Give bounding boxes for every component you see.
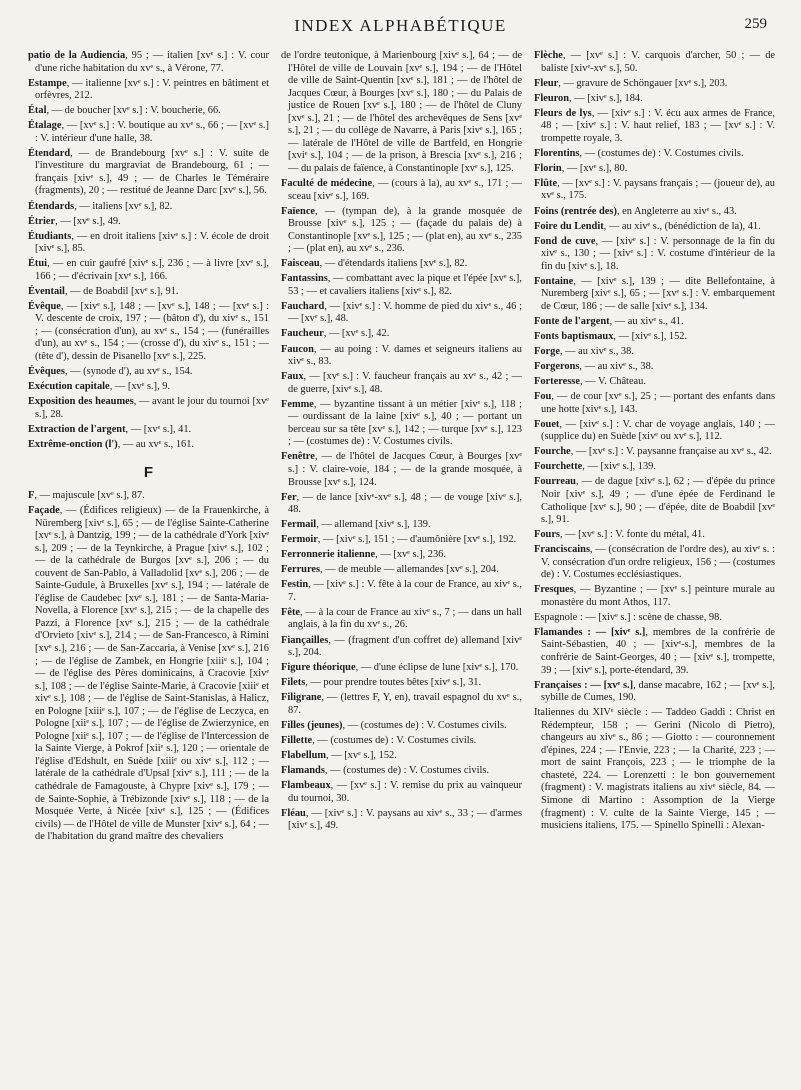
index-references: , — [xivᵉ s.], 139 ; — dite Bellefontaine, à Nuremberg [xivᵉ s.], 65 ; — [xvᵉ s.] : V. embarquement de Cœur, 186 ; — de salle [xivᵉ s.], 134. — [541, 275, 775, 312]
index-entry — [281, 549, 522, 562]
index-headword: Franciscains — [534, 544, 590, 556]
index-references: , — [xivᵉ s.] : V. homme de pied du xivᵉ s., 46 ; — [xvᵉ s.], 48. — [288, 300, 522, 325]
index-references: , — pour prendre toutes bêtes [xivᵉ s.], 31. — [305, 677, 482, 689]
index-entry — [534, 221, 775, 234]
index-entry — [281, 178, 522, 203]
index-entry — [281, 273, 522, 298]
index-entry — [534, 316, 775, 329]
index-headword: Fête — [281, 606, 301, 618]
index-headword: Fermail — [281, 519, 317, 531]
index-headword: Fourreau — [534, 476, 576, 488]
index-references: , — italiens [xvᵉ s.], 82. — [74, 200, 173, 212]
index-headword: Faucheur — [281, 328, 324, 340]
index-entry — [534, 331, 775, 344]
index-headword: Faisceau — [281, 258, 320, 270]
index-headword: Fou — [534, 391, 552, 403]
index-entry — [281, 50, 522, 175]
index-headword: Étendard — [28, 147, 71, 159]
index-entry — [28, 505, 269, 844]
index-entry — [281, 451, 522, 489]
index-references: , — de Boabdil [xvᵉ s.], 91. — [64, 285, 179, 297]
index-headword: Étal — [28, 105, 47, 117]
index-headword: Fantassins — [281, 273, 328, 285]
index-references: , — au xivᵉ s., 41. — [609, 315, 684, 327]
index-entry — [28, 424, 269, 437]
index-references: , — [xivᵉ s.] : V. fête à la cour de France, au xivᵉ s., 7. — [288, 579, 522, 603]
index-references: , — [xvᵉ s.] : V. paysanne française au xvᵉ s., 42. — [570, 446, 772, 458]
index-headword: Étrier — [28, 215, 56, 227]
index-headword: Flèche — [534, 50, 563, 61]
index-entry — [534, 50, 775, 75]
index-references: , — (costumes de) : V. Costumes civils. — [324, 764, 490, 776]
index-references: , — [xvᵉ s.], 9. — [109, 381, 171, 393]
index-entry — [281, 564, 522, 577]
index-headword: Fourche — [534, 446, 571, 458]
index-references: , — [xvᵉ s.], 42. — [323, 328, 390, 340]
index-headword: Fours — [534, 529, 560, 541]
index-headword: Flamands — [281, 764, 325, 776]
index-references: , danse macabre, 162 ; — [xvᵉ s.], sybille de Cumes, 190. — [541, 679, 775, 704]
index-references: , — V. Château. — [579, 376, 646, 388]
index-references: , — [xivᵉ s.] : V. paysans au xivᵉ s., 33 ; — d'armes [xivᵉ s.], 49. — [288, 807, 522, 832]
index-references: , — en droit italiens [xivᵉ s.] : V. école de droit [xivᵉ s.], 85. — [35, 230, 269, 255]
index-entry — [281, 344, 522, 369]
index-entry — [28, 301, 269, 364]
index-headword: Fléau — [281, 807, 306, 819]
index-references: , — au xivᵉ s., 38. — [559, 345, 634, 357]
index-references: , — (synode d'), au xvᵉ s., 154. — [64, 366, 193, 378]
index-references: Italiennes du XIVᵉ siècle : — Taddeo Gaddi : Christ en Rédempteur, 158 ; — Gerini (Nicolo di Pietro), changeurs au xivᵉ s., 86 ; — Giotto : — couronnement d'épines, 224 ; — l'Envie, 223 ; — la Charité, 223 ; — mort de saint François, 223 ; — le triomphe de la chasteté, 224. — Lorenzetti : le bon gouvernement (fragment) : V. magistrats italiens au xivᵉ siècle, 84. — Simone di Martino : Assomption de la Vierge (fragment) : V. culte de la Sainte Vierge, 145 ; — musiciens italiens, 175. — Spinello Spinelli : Alexan- — [534, 707, 775, 832]
running-title: INDEX ALPHABÉTIQUE — [294, 16, 507, 35]
index-references: , — byzantine tissant à un métier [xivᵉ s.], 118 ; — ourdissant de la laine [xivᵉ s.], 40 ; — portant un berceau sur sa tête [xvᵉ s.], 142 ; — turque [xvᵉ s.], 123 ; — (costumes de) : V. Costumes civils. — [288, 398, 522, 448]
index-entry — [534, 461, 775, 474]
index-headword: Fleuron — [534, 92, 570, 104]
index-references: , — (costumes de) : V. Costumes civils. — [342, 719, 507, 731]
index-references: , — majuscule [xvᵉ s.], 87. — [34, 489, 145, 501]
index-entry — [281, 720, 522, 733]
index-references: , — au xvᵉ s., 161. — [117, 438, 195, 450]
index-entry — [28, 105, 269, 118]
index-entry — [28, 201, 269, 214]
index-references: , — de meuble — allemandes [xvᵉ s.], 204. — [320, 564, 499, 576]
index-references: , — (cours à la), au xvᵉ s., 171 ; — sceau [xivᵉ s.], 169. — [288, 177, 522, 202]
index-references: , — [xivᵉ s.], 139. — [582, 461, 656, 473]
index-entry — [28, 120, 269, 145]
index-headword: Fond de cuve — [534, 235, 596, 247]
index-headword: Françaises : — [xvᵉ s.] — [534, 679, 634, 691]
index-headword: Étalage — [28, 120, 62, 132]
index-headword: Étudiants — [28, 230, 72, 242]
index-entry — [281, 534, 522, 547]
index-references: , — de lance [xivᵉ-xvᵉ s.], 48 ; — de vouge [xivᵉ s.], 48. — [288, 491, 522, 516]
index-entry — [28, 396, 269, 421]
index-references: , — (costumes de) : V. Costumes civils. — [579, 147, 744, 159]
index-references: , — de l'hôtel de Jacques Cœur, à Bourges [xvᵉ s.] : V. claire-voie, 184 ; — de la grande mosquée, à Brousse [xvᵉ s.], 124. — [288, 451, 522, 488]
index-headword: Fauchard — [281, 300, 325, 312]
index-entry — [534, 707, 775, 832]
index-headword: Florentins — [534, 147, 580, 159]
index-references: , — avant le jour du tournoi [xvᵉ s.], 28. — [35, 396, 269, 420]
index-references: , — à la cour de France au xivᵉ s., 7 ; — dans un hall anglais, à la fin du xvᵉ s., 26. — [288, 606, 522, 631]
index-references: , — [xivᵉ s.] : V. char de voyage anglais, 140 ; — (supplice du) en Suède [xivᵉ ou xvᵉ s.], 112. — [541, 418, 775, 443]
index-headword: patio de la Audiencia — [28, 50, 126, 61]
index-headword: Fiançailles — [281, 634, 329, 646]
index-headword: Fleur — [534, 77, 559, 89]
index-references: , — d'une éclipse de lune [xivᵉ s.], 170. — [355, 662, 519, 674]
index-headword: Fillette — [281, 734, 313, 746]
section-letter: F — [143, 464, 154, 482]
index-references: , — de Brandebourg [xvᵉ s.] : V. suite de l'investiture du margraviat de Brandebourg, 61 ; — français [xivᵉ s.], 49 ; — de Charles le Téméraire (fragments), 20 ; — restitué de Jeanne Darc [xvᵉ s.], 56. — [35, 147, 269, 197]
index-references: , — [xvᵉ s.] : V. paysans français ; — (joueur de), au xvᵉ s., 175. — [541, 177, 775, 202]
index-headword: Faïence — [281, 205, 316, 217]
index-entry — [281, 519, 522, 532]
index-headword: Forteresse — [534, 376, 580, 388]
index-headword: Forgerons — [534, 361, 580, 373]
index-column-2 — [281, 50, 522, 1080]
index-entry — [534, 584, 775, 609]
index-entry — [534, 178, 775, 203]
index-references: , — combattant avec la pique et l'épée [xvᵉ s.], 53 ; — et cavaliers italiens [xivᵉ s.], 82. — [288, 273, 522, 297]
index-entry — [281, 492, 522, 517]
index-entry — [534, 236, 775, 274]
index-entry — [28, 439, 269, 452]
index-entry — [534, 206, 775, 219]
index-headword: Étui — [28, 258, 48, 270]
index-references: , — (fragment d'un coffret de) allemand [xivᵉ s.], 204. — [288, 634, 522, 659]
index-columns — [28, 50, 776, 1080]
index-references: , — (Édifices religieux) — de la Frauenkirche, à Nüremberg [xivᵉ s.], 65 ; — de l'église Sainte-Catherine [xvᵉ s.], à Dantzig, 199 ; — de la cathédrale d'York [xivᵉ s.], 209 ; — de la Teynkirche, à Prague [xivᵉ s.], 102 ; — de la cathédrale de Burgos [xvᵉ s.], 206 ; — du couvent de San-Pablo, à Valladolid [xvᵉ s.], 206 ; — de Sainte-Gudule, à Bruxelles [xvᵉ s.], 194 ; — latérale de l'église de Caudebec [xvᵉ s.], 181 ; — de Santa-Maria-Novella, à Florence [xvᵉ s.], 215 ; — de la chapelle des Pazzi, à Florence [xvᵉ s.], 215 ; — de la cathédrale d'Orvieto [xivᵉ s.], 214 ; — de San-Francesco, à Rimini [xvᵉ s.], 216 ; — de San-Zaccaria, à Venise [xvᵉ s.], 216 ; — de l'église de Zambek, en Hongrie [xiiiᵉ s.], 104 ; — de l'église des Pères dominicains, à Cracovie [xivᵉ s.], 108 ; — de l'église Sainte-Marie, à Cracovie [xiiiᵉ et xivᵉ s.], 108 ; — de l'église de Saint-Stanislas, à Halicz, en Pologne [xiiiᵉ s.], 107 ; — de l'église de Leczyca, en Pologne [xiiᵉ s.], 107 ; — de l'église de Zwierzynice, en Pologne [xiiᵉ s.], 107 ; — de l'église de l'Intercession de la Sainte Vierge, à Pokrof [xiiᵉ s.], 120 ; — orientale de l'église d'Edshult, en Suède [xiiiᵉ ou xivᵉ s.], 112 ; — latérale de la cathédrale d'Upsal [xivᵉ s.], 111 ; — de la cathédrale de Famagouste, à Chypre [xivᵉ s.], 179 ; — de Sainte-Sophie, à Trébizonde [xivᵉ s.], 118 ; — de la Mosquée Verte, à Nicée [xivᵉ s.], 125 ; — (Édifices civils) — de l'Hôtel de ville de Munster [xivᵉ s.], 64 ; — de l'habitation du grand maître des chevaliers — [35, 504, 269, 843]
index-headword: Évêques — [28, 366, 65, 378]
page-header — [30, 16, 771, 38]
index-entry — [28, 216, 269, 229]
index-entry — [28, 286, 269, 299]
index-references: , — (costumes de) : V. Costumes civils. — [312, 734, 477, 746]
index-references: , — [xivᵉ s.], 152. — [613, 330, 688, 342]
index-references: , — [xvᵉ s.], 80. — [561, 162, 628, 174]
index-references: , — d'étendards italiens [xvᵉ s.], 82. — [319, 258, 468, 270]
index-references: , — (tympan de), à la grande mosquée de Brousse [xivᵉ s.], 125 ; — (façade du palais de) à Constantinople [xvᵉ s.], 125 ; — (plat en), au xvᵉ s., 235 ; — (plat en), au xvᵉ s., 236. — [288, 205, 522, 255]
index-entry — [281, 301, 522, 326]
index-headword: Faculté de médecine — [281, 177, 373, 189]
index-entry — [534, 78, 775, 91]
index-entry — [28, 258, 269, 283]
index-headword: Fourchette — [534, 461, 583, 473]
index-entry — [534, 544, 775, 582]
index-entry — [534, 376, 775, 389]
index-headword: Foire du Lendit — [534, 220, 604, 232]
index-references: , membres de la confrérie de Saint-Sébastien, 40 ; — [xivᵉ-s.], membres de la confrérie de Saint-Georges, 40 ; — [xivᵉ s.], trompette, 39 ; — [xivᵉ s.], porte-étendard, 39. — [541, 626, 775, 676]
index-headword: Éventail — [28, 285, 65, 297]
index-entry — [534, 446, 775, 459]
index-entry — [281, 399, 522, 449]
index-entry — [534, 361, 775, 374]
index-references: , — [xvᵉ s.] : V. boutique au xvᵉ s., 66 ; — [xvᵉ s.] : V. intérieur d'une halle, 38. — [35, 120, 269, 144]
index-headword: Fonte de l'argent — [534, 315, 610, 327]
index-headword: Femme — [281, 398, 314, 410]
index-entry — [534, 276, 775, 314]
index-entry — [28, 366, 269, 379]
index-headword: Exposition des heaumes — [28, 396, 134, 408]
index-references: , — [xvᵉ s.], 49. — [55, 215, 121, 227]
index-references: , — Byzantine ; — [xvᵉ s.] peinture murale au monastère du mont Athos, 117. — [541, 584, 775, 608]
index-references: , — de boucher [xvᵉ s.] : V. boucherie, 66. — [46, 105, 221, 117]
index-entry — [281, 328, 522, 341]
index-headword: Flûte — [534, 177, 558, 189]
page-number: 259 — [744, 16, 767, 32]
index-headword: Fenêtre — [281, 451, 315, 463]
index-references: , — [xivᵉ s.] : V. écu aux armes de France, 48 ; — [xivᵉ s.] : V. haut relief, 183 ; — [xvᵉ s.] : V. trompette royale, 3. — [541, 107, 775, 144]
index-references: , — au poing : V. dames et seigneurs italiens au xivᵉ s., 83. — [288, 343, 522, 368]
index-headword: Ferronnerie italienne — [281, 549, 376, 561]
index-entry — [28, 490, 269, 503]
index-headword: Fleurs de lys — [534, 107, 592, 119]
index-headword: Façade — [28, 504, 60, 516]
index-entry — [281, 692, 522, 717]
index-entry — [534, 529, 775, 542]
index-entry — [28, 50, 269, 75]
index-entry — [28, 381, 269, 394]
index-entry — [534, 163, 775, 176]
index-references: , — [xvᵉ s.] : V. fonte du métal, 41. — [559, 529, 705, 541]
index-headword: Figure théorique — [281, 662, 356, 674]
index-entry — [534, 680, 775, 705]
index-entry — [281, 579, 522, 604]
index-references: , — gravure de Schöngauer [xvᵉ s.], 203. — [558, 77, 728, 89]
index-entry — [281, 735, 522, 748]
index-column-3 — [534, 50, 775, 1080]
index-entry — [28, 231, 269, 256]
index-references: , — allemand [xivᵉ s.], 139. — [316, 519, 431, 531]
index-entry — [534, 93, 775, 106]
index-headword: Filles (jeunes) — [281, 719, 343, 731]
index-references: , — [xvᵉ s.], 236. — [375, 549, 446, 561]
index-references: , — [xivᵉ s.], 151 ; — d'aumônière [xvᵉ s.], 192. — [317, 534, 517, 546]
index-entry — [281, 780, 522, 805]
index-headword: Filets — [281, 677, 306, 689]
index-references: , en Angleterre au xivᵉ s., 43. — [616, 205, 737, 217]
index-references: , — de dague [xivᵉ s.], 62 ; — d'épée du prince Noir [xivᵉ s.], 49 ; — d'une épée de Ferdinand le Catholique [xvᵉ s.], 90 ; — d'épée, dite de Boabdil [xvᵉ s.], 91. — [541, 476, 775, 526]
index-headword: Filigrane — [281, 692, 322, 704]
index-entry — [534, 108, 775, 146]
index-headword: Fouet — [534, 418, 560, 430]
index-headword: Extrême-onction (l') — [28, 438, 118, 450]
index-references: , — [xivᵉ s.], 148 ; — [xvᵉ s.], 148 ; — [xvᵉ s.] : V. descente de croix, 197 ; — (bâton d'), du xivᵉ s., 151 ; — (consécration d'un), au xvᵉ s., 154 ; — (funérailles d'un), au xvᵉ s., 154 ; — (crosse d'), du xivᵉ s., 151 ; — (tête d'), dessin de Pisanello [xvᵉ s.], 225. — [35, 300, 269, 363]
index-references: de l'ordre teutonique, à Marienbourg [xivᵉ s.], 64 ; — de l'Hôtel de ville de Louvain [xvᵉ s.], 194 ; — de l'Hôtel de ville de Saint-Quentin [xvᵉ s.], 181 ; — de l'hôtel de Jacques Cœur, à Bourges [xvᵉ s.], 180 ; — du Palais de justice de Rouen [xvᵉ s.], 180 ; — de l'hôtel de Cluny [xvᵉ s.], 21 ; — de l'hôtel des archevêques de Sens [xvᵉ s.], 21 ; — du collège de Navarre, à Paris [xivᵉ s.], 165 ; — latérale de l'Hôtel de ville de Bartfeld, en Hongrie [xviᵉ s.], 104 ; — de la prison, à Brescia [xvᵉ s.], 216 ; — du palais de faïence, à Constantinople [xvᵉ s.], 125. — [281, 50, 522, 174]
index-entry — [281, 808, 522, 833]
index-entry — [28, 148, 269, 198]
index-references: , — [xvᵉ s.] : V. carquois d'archer, 50 ; — de baliste [xivᵉ-xvᵉ s.], 50. — [541, 50, 775, 74]
index-entry — [28, 78, 269, 103]
index-column-1 — [28, 50, 269, 1080]
index-headword: Fermoir — [281, 534, 318, 546]
index-entry — [534, 627, 775, 677]
index-entry — [534, 612, 775, 625]
index-references: , — [xvᵉ s.], 41. — [125, 423, 192, 435]
index-headword: Exécution capitale — [28, 381, 110, 393]
index-headword: Estampe — [28, 77, 67, 89]
index-references: , 95 ; — italien [xvᵉ s.] : V. cour d'une riche habitation du xvᵉ s., à Vérone, 77. — [35, 50, 269, 74]
index-references: , — [xivᵉ s.], 184. — [569, 92, 643, 104]
index-headword: Faux — [281, 371, 304, 383]
index-references: , — [xvᵉ s.] : V. faucheur français au xvᵉ s., 42 ; — de guerre, [xivᵉ s.], 48. — [288, 371, 522, 395]
index-headword: Fresques — [534, 584, 574, 596]
index-headword: Foins (rentrée des) — [534, 205, 617, 217]
index-entry — [281, 677, 522, 690]
index-entry — [534, 476, 775, 526]
index-entry — [281, 750, 522, 763]
index-headword: Flamandes : — [xivᵉ s.] — [534, 626, 646, 638]
index-references: , — [xivᵉ s.] : V. personnage de la fin du xivᵉ s., 130 ; — [xivᵉ s.] : V. costume d'intérieur de la fin du [xivᵉ s.], 18. — [541, 235, 775, 272]
index-entry — [281, 765, 522, 778]
index-headword: Forge — [534, 345, 560, 357]
index-references: Espagnole : — [xivᵉ s.] : scène de chasse, 98. — [534, 611, 722, 623]
index-entry — [281, 607, 522, 632]
index-entry — [281, 206, 522, 256]
index-headword: Festin — [281, 579, 309, 591]
index-references: , — [xvᵉ s.] : V. remise du prix au vainqueur du tournoi, 30. — [288, 779, 522, 804]
index-references: , — [xvᵉ s.], 152. — [326, 749, 397, 761]
index-headword: Évêque — [28, 300, 61, 312]
index-headword: Étendards — [28, 200, 75, 212]
index-references: , — (lettres F, Y, en), travail espagnol du xvᵉ s., 87. — [288, 692, 522, 716]
index-headword: Ferrures — [281, 564, 321, 576]
index-references: , — au xivᵉ s., 38. — [579, 361, 654, 373]
index-references: , — au xivᵉ s., (bénédiction de la), 41. — [603, 220, 761, 232]
index-references: , — italienne [xvᵉ s.] : V. peintres en bâtiment et orfèvres, 212. — [35, 77, 269, 102]
index-entry — [534, 346, 775, 359]
index-references: , — en cuir gaufré [xivᵉ s.], 236 ; — à livre [xvᵉ s.], 166 ; — d'écrivain [xvᵉ s.], 166. — [35, 258, 269, 282]
index-headword: Fontaine — [534, 275, 574, 287]
index-entry — [281, 258, 522, 271]
index-references: , — (consécration de l'ordre des), au xivᵉ s. : V. consécration d'un ordre religieux, 156 ; — (costumes de) : V. Costumes ecclésiastiques. — [541, 544, 775, 581]
index-headword: Fer — [281, 491, 297, 503]
index-headword: Flabellum — [281, 749, 327, 761]
index-entry — [534, 391, 775, 416]
index-headword: Fonts baptismaux — [534, 330, 614, 342]
index-headword: Faucon — [281, 343, 314, 355]
index-headword: Flambeaux — [281, 779, 331, 791]
index-entry — [534, 148, 775, 161]
index-entry — [281, 371, 522, 396]
index-entry — [281, 635, 522, 660]
index-entry — [281, 662, 522, 675]
index-headword: F — [28, 489, 35, 501]
index-headword: Extraction de l'argent — [28, 423, 126, 435]
index-entry — [534, 419, 775, 444]
index-headword: Florin — [534, 162, 562, 174]
index-references: , — de cour [xvᵉ s.], 25 ; — portant des enfants dans une hotte [xivᵉ s.], 143. — [541, 391, 775, 415]
